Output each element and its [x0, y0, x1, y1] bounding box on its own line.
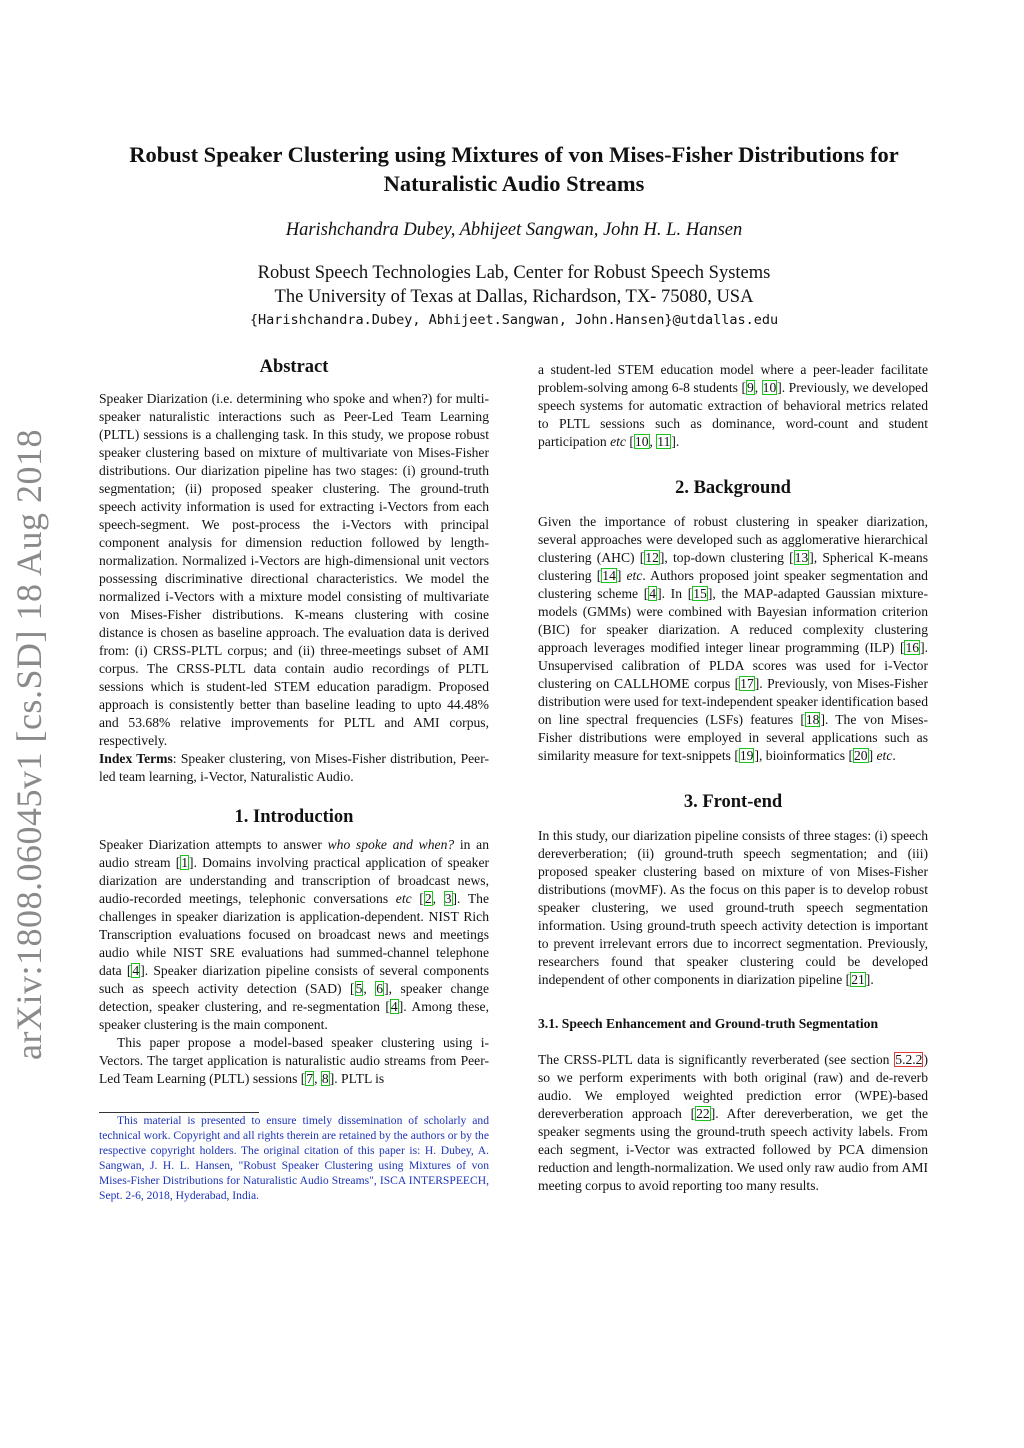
background-paragraph: Given the importance of robust clustering in speaker diarization, several approaches were developed such as agglomerative hierarchical clustering (AHC) [12], top-down clustering [13], Spherical K-means clustering [14] etc. Authors proposed joint speaker segmentation and clustering scheme [4]. In [15], the MAP-adapted Gaussian mixture-models (GMMs) were combined with Bayesian information criterion (BIC) for speaker diarization. A reduced complexity clustering approach leverages modified integer linear programming (ILP) [16]. Unsupervised calibration of PLDA scores was used for i-Vector clustering on CALLHOME corpus [17]. Previously, von Mises-Fisher distribution were used for text-independent speaker identification based on line spectral frequencies (LSFs) features [18]. The von Mises-Fisher distributions were employed in several applications such as similarity measure for text-snippets [19], bioinformatics [20] etc.	[538, 514, 928, 763]
citation-link[interactable]: 20	[853, 748, 868, 763]
citation-link[interactable]: 4	[390, 999, 398, 1014]
citation-link[interactable]: 9	[746, 380, 754, 395]
index-terms-text: : Speaker clustering, von Mises-Fisher distribution, Peer-led team learning, i-Vector, Naturalistic Audio.	[99, 751, 489, 784]
citation-link[interactable]: 11	[657, 434, 671, 449]
right-column	[538, 361, 928, 1195]
paper-title: Robust Speaker Clustering using Mixtures of von Mises-Fisher Distributions for Naturalistic Audio Streams	[129, 142, 899, 196]
citation-link[interactable]: 14	[602, 568, 616, 583]
citation-link[interactable]: 4	[132, 963, 140, 978]
affiliation-university: The University of Texas at Dallas, Richardson, TX- 75080, USA	[274, 287, 754, 307]
abstract-text: Speaker Diarization (i.e. determining who spoke and when?) for multi-speaker naturalistic interactions such as Peer-Led Team Learning (PLTL) sessions is a challenging task. In this study, we propose robust speaker clustering based on mixture of multivariate von Mises-Fisher distributions. Our diarization pipeline has two stages: (i) ground-truth segmentation; (ii) proposed speaker clustering. The ground-truth speech activity information is used for extracting i-Vectors from each speech-segment. We post-process the i-Vectors with principal component analysis for dimension reduction followed by length-normalization. Normalized i-Vectors are high-dimensional unit vectors possessing discriminative directional characteristics. We model the normalized i-Vectors with a mixture model consisting of multivariate von Mises-Fisher distributions. K-means clustering with cosine distance is chosen as baseline approach. The evaluation data is derived from: (i) CRSS-PLTL corpus; and (ii) three-meetings subset of AMI corpus. The CRSS-PLTL data contain audio recordings of PLTL sessions which is student-led STEM education paradigm. Proposed approach is consistently better than baseline leading to upto 44.48% and 53.68% relative improvements for PLTL and AMI corpus, respectively.	[99, 391, 489, 748]
introduction-paragraph-2: This paper propose a model-based speaker clustering using i-Vectors. The target application is naturalistic audio streams from Peer-Led Team Learning (PLTL) sessions [7, 8]. PLTL is	[99, 1035, 489, 1086]
arxiv-identifier: arXiv:1808.06045v1 [cs.SD] 18 Aug 2018	[9, 429, 49, 1060]
citation-link[interactable]: 1	[181, 855, 189, 870]
subsection-paragraph: The CRSS-PLTL data is significantly reverberated (see section 5.2.2) so we perform experiments with both original (raw) and de-reverb audio. We employed weighted prediction error (WPE)-based dereverberation approach [22]. After dereverberation, we get the speaker segments using the ground-truth speech activity labels. From each segment, i-Vector was extracted followed by PCA dimension reduction and length-normalization. We used only raw audio from AMI meeting corpus to avoid reporting too many results.	[538, 1052, 928, 1193]
front-end-paragraph: In this study, our diarization pipeline consists of three stages: (i) speech dereverberation; (ii) ground-truth speech segmentation; and (iii) proposed speaker clustering based on mixture of von Mises-Fisher distributions (movMF). As the focus on this paper is to develop robust speaker clustering, we used ground-truth speech segmentation information. Using ground-truth speech activity detection is important to prevent irrelevant errors due to incorrect segmentation. Previously, researchers found that speaker clustering could be developed independent of other components in diarization pipeline [21].	[538, 828, 928, 987]
abstract-heading: Abstract	[259, 357, 329, 377]
citation-link[interactable]: 3	[444, 891, 452, 906]
footnote	[99, 1113, 489, 1203]
author-emails: {Harishchandra.Dubey, Abhijeet.Sangwan, John.Hansen}@utdallas.edu	[249, 312, 779, 328]
section-reference-link[interactable]: 5.2.2	[895, 1052, 923, 1067]
affiliation-lab: Robust Speech Technologies Lab, Center for Robust Speech Systems	[257, 263, 771, 283]
citation-link[interactable]: 13	[794, 550, 809, 565]
paper-authors: Harishchandra Dubey, Abhijeet Sangwan, John H. L. Hansen	[285, 220, 743, 240]
citation-link[interactable]: 7	[306, 1071, 314, 1086]
citation-link[interactable]: 6	[376, 981, 384, 996]
citation-link[interactable]: 10	[762, 380, 777, 395]
arxiv-sidebar-stamp	[8, 429, 58, 1100]
citation-link[interactable]: 12	[645, 550, 659, 565]
citation-link[interactable]: 15	[693, 586, 707, 601]
citation-link[interactable]: 19	[739, 748, 754, 763]
left-column	[99, 358, 489, 1203]
subsection-heading: 3.1. Speech Enhancement and Ground-truth Segmentation	[538, 1016, 879, 1031]
citation-link[interactable]: 21	[851, 972, 865, 987]
introduction-paragraph-1: Speaker Diarization attempts to answer who spoke and when? in an audio stream [1]. Domains involving practical application of speaker diarization are understanding and transcription of broadcast news, audio-recorded meetings, telephonic conversations etc [2, 3]. The challenges in speaker diarization is application-dependent. NIST Rich Transcription evaluations focused on broadcast news and meetings audio while NIST SRE evaluations had summed-channel telephone data [4]. Speaker diarization pipeline consists of several components such as speech activity detection (SAD) [5, 6], speaker change detection, speaker clustering, and re-segmentation [4]. Among these, speaker clustering is the main component.	[99, 837, 490, 1032]
citation-link[interactable]: 2	[424, 891, 432, 906]
front-end-heading: 3. Front-end	[683, 792, 783, 812]
citation-link[interactable]: 5	[355, 981, 363, 996]
citation-link[interactable]: 10	[634, 434, 649, 449]
index-terms	[99, 750, 489, 786]
introduction-heading: 1. Introduction	[234, 807, 354, 827]
copyright-footnote-text[interactable]: This material is presented to ensure timely dissemination of scholarly and technical work. Copyright and all rights therein are retained by the authors or by the respective copyright holders. The original citation of this paper is: H. Dubey, A. Sangwan, J. H. L. Hansen, "Robust Speaker Clustering using Mixtures of von Mises-Fisher Distributions for Naturalistic Audio Streams", ISCA INTERSPEECH, Sept. 2-6, 2018, Hyderabad, India.	[99, 1114, 489, 1202]
introduction-continued: a student-led STEM education model where a peer-leader facilitate problem-solving among 6-8 students [9, 10]. Previously, we developed speech systems for automatic extraction of behavioral metrics related to PLTL sessions such as dominance, word-count and student participation etc [10, 11].	[538, 362, 928, 449]
background-heading: 2. Background	[675, 478, 791, 498]
index-terms-label: Index Terms	[99, 751, 173, 766]
citation-link[interactable]: 17	[740, 676, 754, 691]
citation-link[interactable]: 16	[905, 640, 920, 655]
citation-link[interactable]: 8	[321, 1071, 329, 1086]
citation-link[interactable]: 22	[696, 1106, 710, 1121]
citation-link[interactable]: 18	[805, 712, 820, 727]
affiliation	[100, 261, 928, 309]
citation-link[interactable]: 4	[649, 586, 657, 601]
